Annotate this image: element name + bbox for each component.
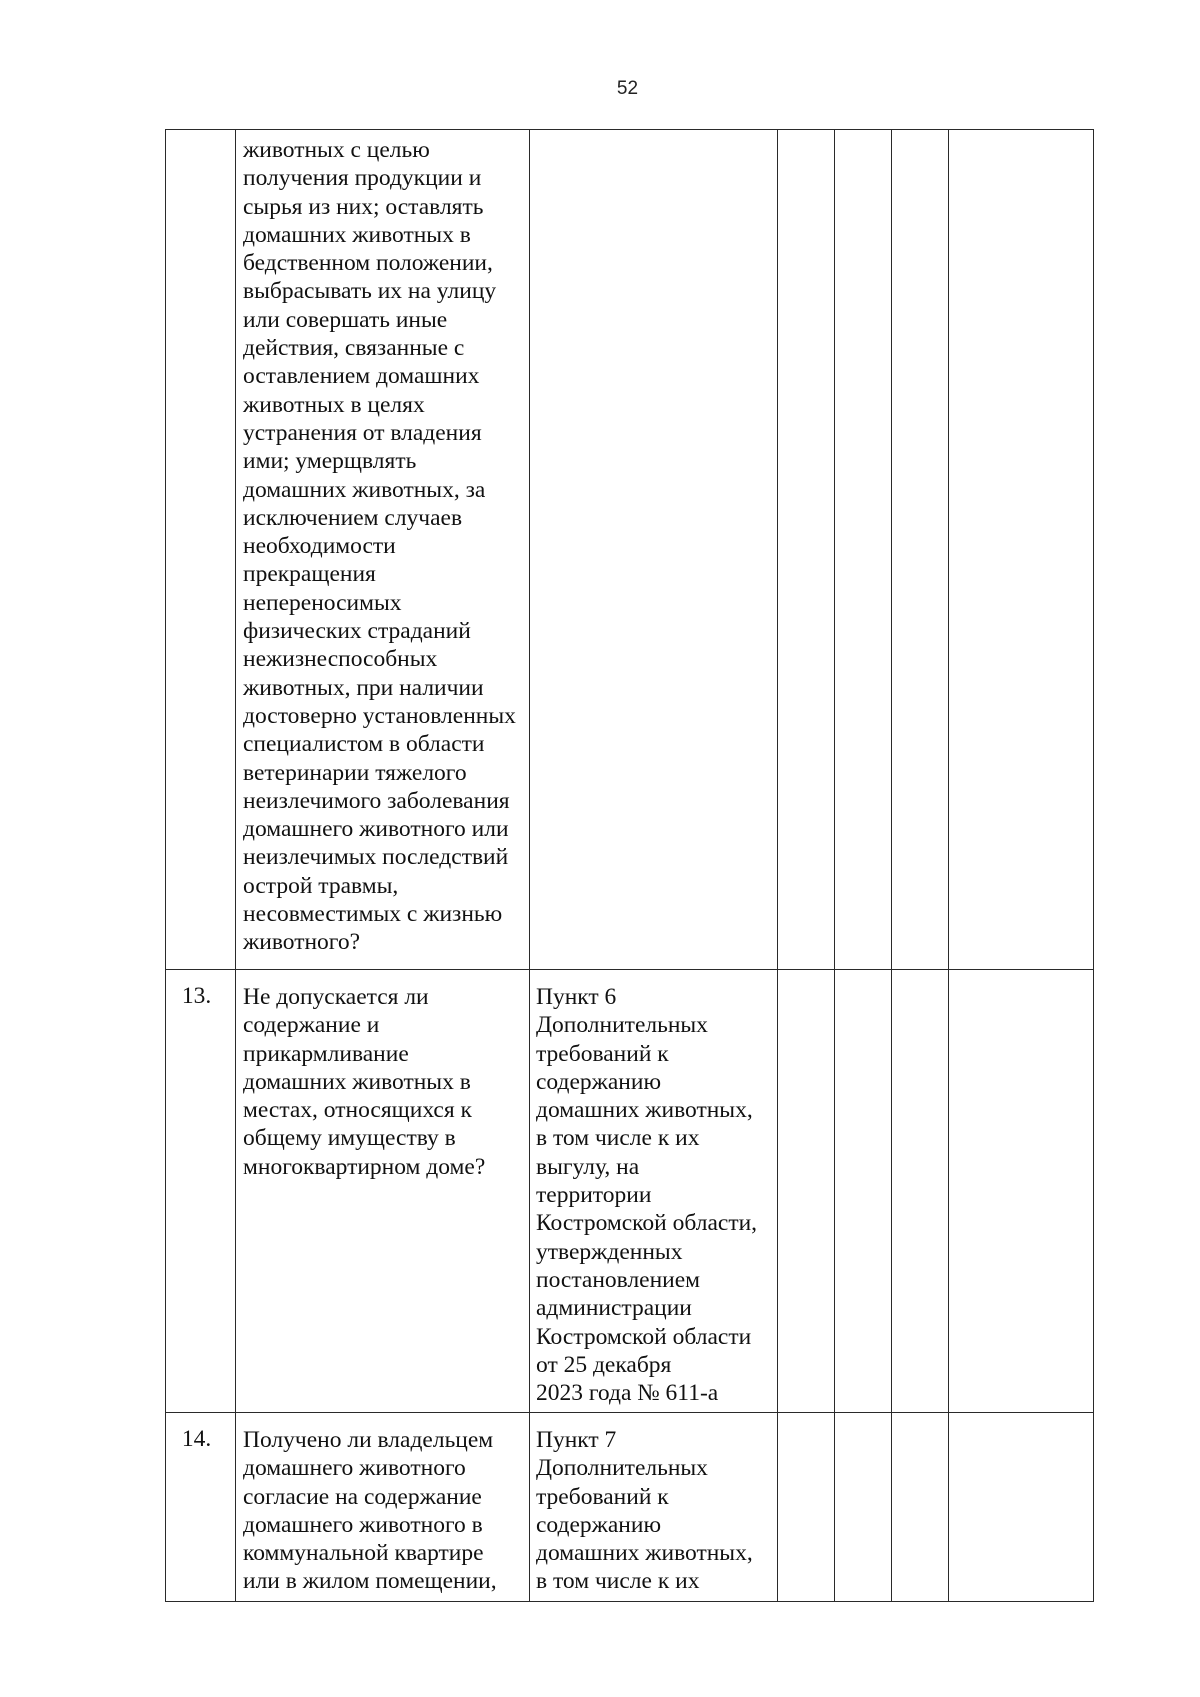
- text-line: ветеринарии тяжелого: [243, 759, 467, 786]
- text-line: общему имуществу в: [243, 1125, 456, 1152]
- text-line: домашнего животного: [243, 1455, 466, 1482]
- answer-na-cell: [892, 1413, 949, 1602]
- text-line: Дополнительных: [536, 1012, 708, 1039]
- note-cell: [949, 970, 1094, 1413]
- text-line: животных, при наличии: [243, 674, 484, 701]
- answer-no-cell: [835, 970, 892, 1413]
- text-line: действия, связанные с: [243, 335, 465, 362]
- row-number-cell: [166, 970, 236, 1413]
- text-line: нежизнеспособных: [243, 646, 438, 673]
- answer-na-cell: [892, 130, 949, 970]
- row-number: 14.: [181, 1426, 212, 1452]
- text-line: администрации: [536, 1295, 692, 1322]
- text-line: Пункт 7: [536, 1427, 617, 1453]
- text-line: Получено ли владельцем: [243, 1427, 494, 1453]
- text-line: содержанию: [536, 1511, 662, 1538]
- reference-cell: [530, 1413, 778, 1602]
- question-cell: [236, 1413, 530, 1602]
- text-line: многоквартирном доме?: [243, 1153, 486, 1180]
- text-line: содержание и: [243, 1012, 380, 1039]
- text-line: сырья из них; оставлять: [243, 193, 484, 220]
- note-cell: [949, 130, 1094, 970]
- text-line: 2023 года № 611-а: [536, 1380, 719, 1407]
- text-line: от 25 декабря: [536, 1351, 672, 1378]
- text-line: требований к: [536, 1483, 669, 1510]
- question-cell: [236, 970, 530, 1413]
- text-line: домашнего животного или: [243, 816, 509, 843]
- text-line: Не допускается ли: [243, 984, 429, 1010]
- text-line: достоверно установленных: [243, 702, 516, 729]
- text-line: получения продукции и: [243, 165, 482, 192]
- text-line: местах, относящихся к: [243, 1097, 472, 1124]
- text-line: Пункт 6: [536, 984, 617, 1010]
- table-row: [166, 1413, 1094, 1602]
- text-line: животных в целях: [243, 391, 425, 418]
- answer-no-cell: [835, 130, 892, 970]
- text-line: в том числе к их: [536, 1568, 700, 1595]
- text-line: в том числе к их: [536, 1125, 700, 1152]
- text-line: домашнего животного в: [243, 1511, 483, 1538]
- answer-no-cell: [835, 1413, 892, 1602]
- reference-text: [530, 1413, 777, 1596]
- text-line: острой травмы,: [243, 872, 399, 899]
- text-line: требований к: [536, 1040, 669, 1067]
- text-line: оставлением домашних: [243, 363, 480, 390]
- answer-yes-cell: [778, 130, 835, 970]
- reference-text: [530, 970, 777, 1407]
- text-line: выгулу, на: [536, 1153, 640, 1180]
- note-cell: [949, 1413, 1094, 1602]
- answer-yes-cell: [778, 1413, 835, 1602]
- text-line: несовместимых с жизнью: [243, 901, 503, 928]
- text-line: согласие на содержание: [243, 1483, 482, 1510]
- text-line: территории: [536, 1182, 652, 1209]
- text-line: коммунальной квартире: [243, 1540, 484, 1567]
- text-line: исключением случаев: [243, 504, 463, 531]
- table-row: [166, 970, 1094, 1413]
- answer-yes-cell: [778, 970, 835, 1413]
- answer-na-cell: [892, 970, 949, 1413]
- reference-cell: [530, 130, 778, 970]
- text-line: прикармливание: [243, 1040, 409, 1067]
- table-row: [166, 130, 1094, 970]
- text-line: прекращения: [243, 561, 376, 588]
- text-line: бедственном положении,: [243, 250, 493, 277]
- text-line: неизлечимого заболевания: [243, 787, 510, 814]
- text-line: или совершать иные: [243, 306, 448, 333]
- text-line: ими; умерщвлять: [243, 448, 417, 475]
- text-line: Костромской области: [536, 1323, 752, 1350]
- text-line: домашних животных, за: [243, 476, 486, 503]
- text-line: физических страданий: [243, 618, 471, 645]
- text-line: постановлением: [536, 1266, 701, 1293]
- row-number: 13.: [181, 983, 212, 1009]
- row-number: [166, 130, 235, 142]
- text-line: домашних животных,: [536, 1097, 753, 1124]
- text-line: или в жилом помещении,: [243, 1568, 497, 1595]
- reference-text: [530, 130, 777, 136]
- text-line: необходимости: [243, 533, 396, 560]
- question-text: [236, 970, 529, 1181]
- text-line: содержанию: [536, 1068, 662, 1095]
- text-line: домашних животных,: [536, 1540, 753, 1567]
- page-number: 52: [616, 78, 639, 99]
- reference-cell: [530, 970, 778, 1413]
- text-line: неизлечимых последствий: [243, 844, 509, 871]
- text-line: Дополнительных: [536, 1455, 708, 1482]
- question-text: [236, 1413, 529, 1596]
- text-line: выбрасывать их на улицу: [243, 278, 497, 305]
- row-number-cell: [166, 1413, 236, 1602]
- text-line: животных с целью: [243, 137, 430, 163]
- text-line: непереносимых: [243, 589, 402, 616]
- text-line: устранения от владения: [243, 419, 482, 446]
- text-line: домашних животных в: [243, 221, 471, 248]
- question-cell: [236, 130, 530, 970]
- question-text: [236, 130, 529, 957]
- row-number-cell: [166, 130, 236, 970]
- checklist-table: [165, 129, 1094, 1602]
- text-line: Костромской области,: [536, 1210, 758, 1237]
- text-line: утвержденных: [536, 1238, 683, 1265]
- text-line: домашних животных в: [243, 1068, 471, 1095]
- text-line: специалистом в области: [243, 731, 485, 758]
- text-line: животного?: [243, 929, 361, 956]
